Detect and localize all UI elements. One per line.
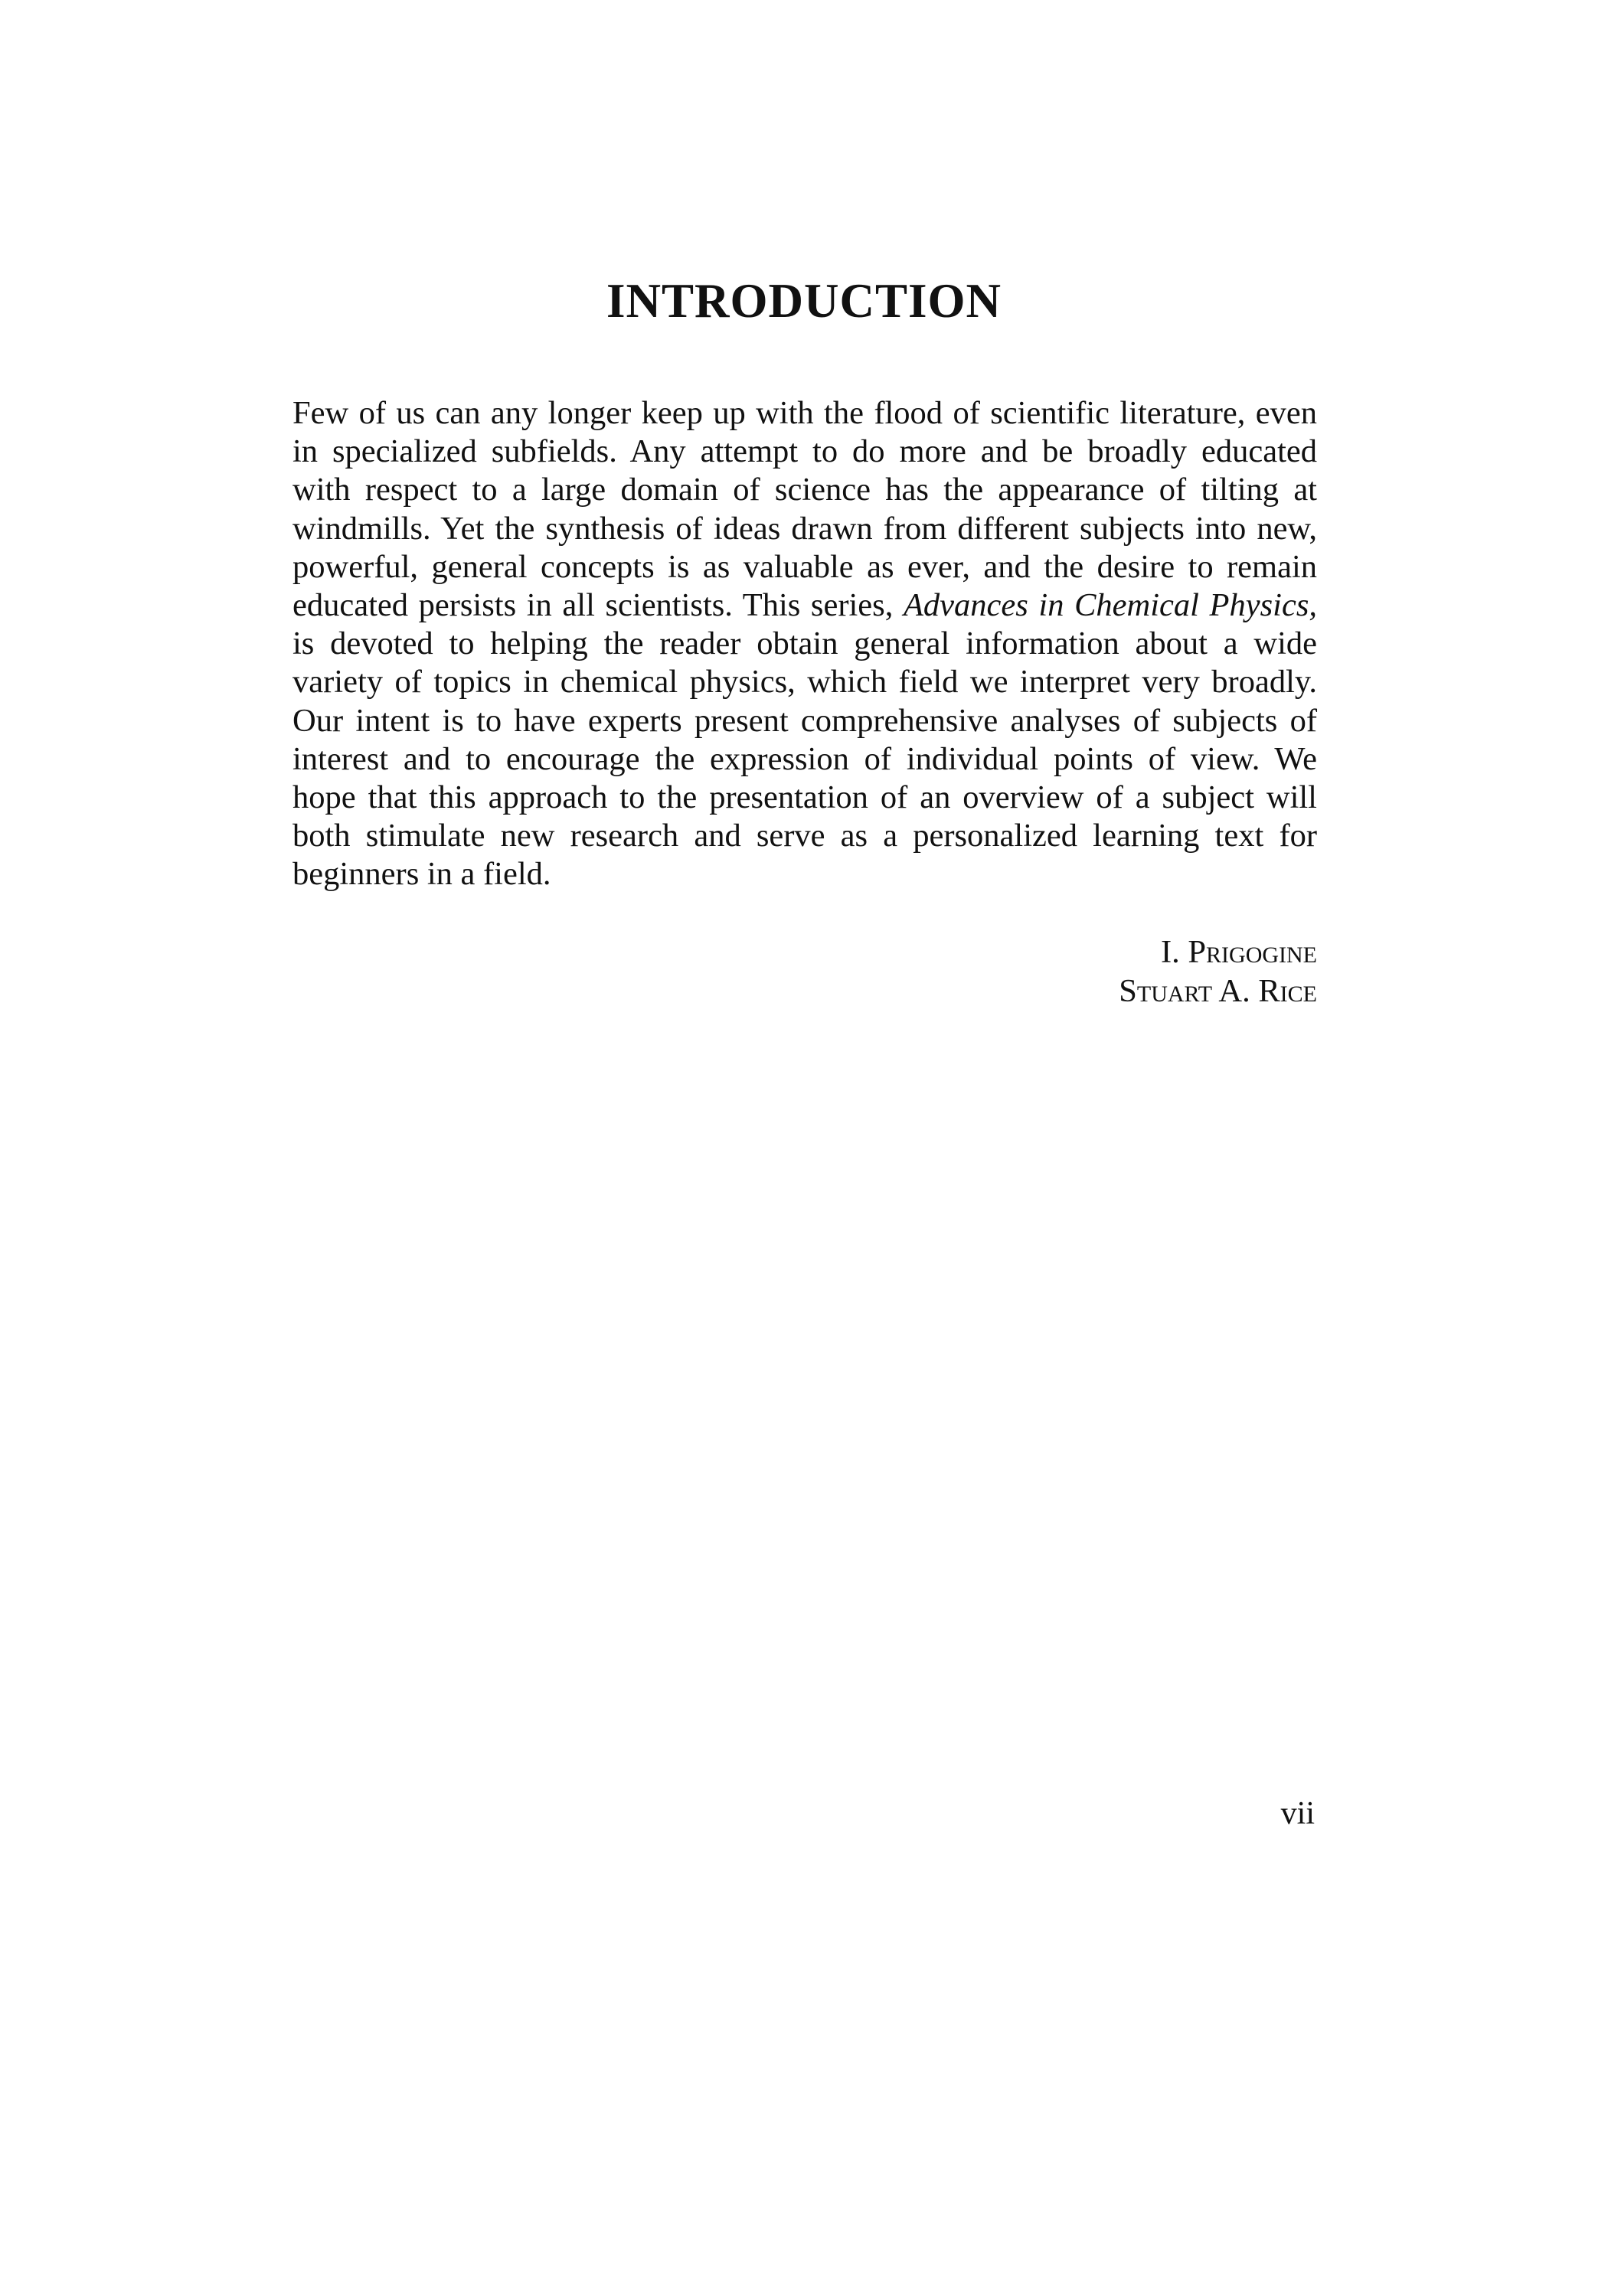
paragraph-line: beginners in a field. xyxy=(293,856,551,893)
paragraph-line: Our intent is to have experts present comprehensive analyses of subjects of xyxy=(293,702,1317,739)
signature-second-editor: Stuart A. Rice xyxy=(1119,973,1317,1009)
series-title: Advances in Chemical Physics, xyxy=(903,587,1318,624)
introduction-paragraph xyxy=(293,394,1317,894)
page-number: vii xyxy=(1280,1796,1315,1831)
paragraph-line: both stimulate new research and serve as a personalized learning text for xyxy=(293,818,1317,854)
paragraph-text: educated persists in all scientists. This series, xyxy=(293,587,894,624)
page-title: INTRODUCTION xyxy=(606,274,1002,328)
paragraph-line: variety of topics in chemical physics, which field we interpret very broadly. xyxy=(293,664,1317,701)
paragraph-line: windmills. Yet the synthesis of ideas drawn from different subjects into new, xyxy=(293,510,1317,547)
signature-first-editor: I. Prigogine xyxy=(1160,934,1317,970)
paragraph-line: is devoted to helping the reader obtain general information about a wide xyxy=(293,625,1317,662)
paragraph-line-with-series-title xyxy=(293,586,1317,625)
paragraph-line: with respect to a large domain of science has the appearance of tilting at xyxy=(293,472,1317,508)
paragraph-line: powerful, general concepts is as valuable as ever, and the desire to remain xyxy=(293,548,1317,585)
paragraph-line: hope that this approach to the presentation of an overview of a subject will xyxy=(293,779,1317,816)
paragraph-line: Few of us can any longer keep up with the flood of scientific literature, even xyxy=(293,395,1317,431)
paragraph-line: interest and to encourage the expression of individual points of view. We xyxy=(293,740,1317,777)
paragraph-line: in specialized subfields. Any attempt to do more and be broadly educated xyxy=(293,433,1317,470)
signature-block xyxy=(1119,932,1317,1011)
